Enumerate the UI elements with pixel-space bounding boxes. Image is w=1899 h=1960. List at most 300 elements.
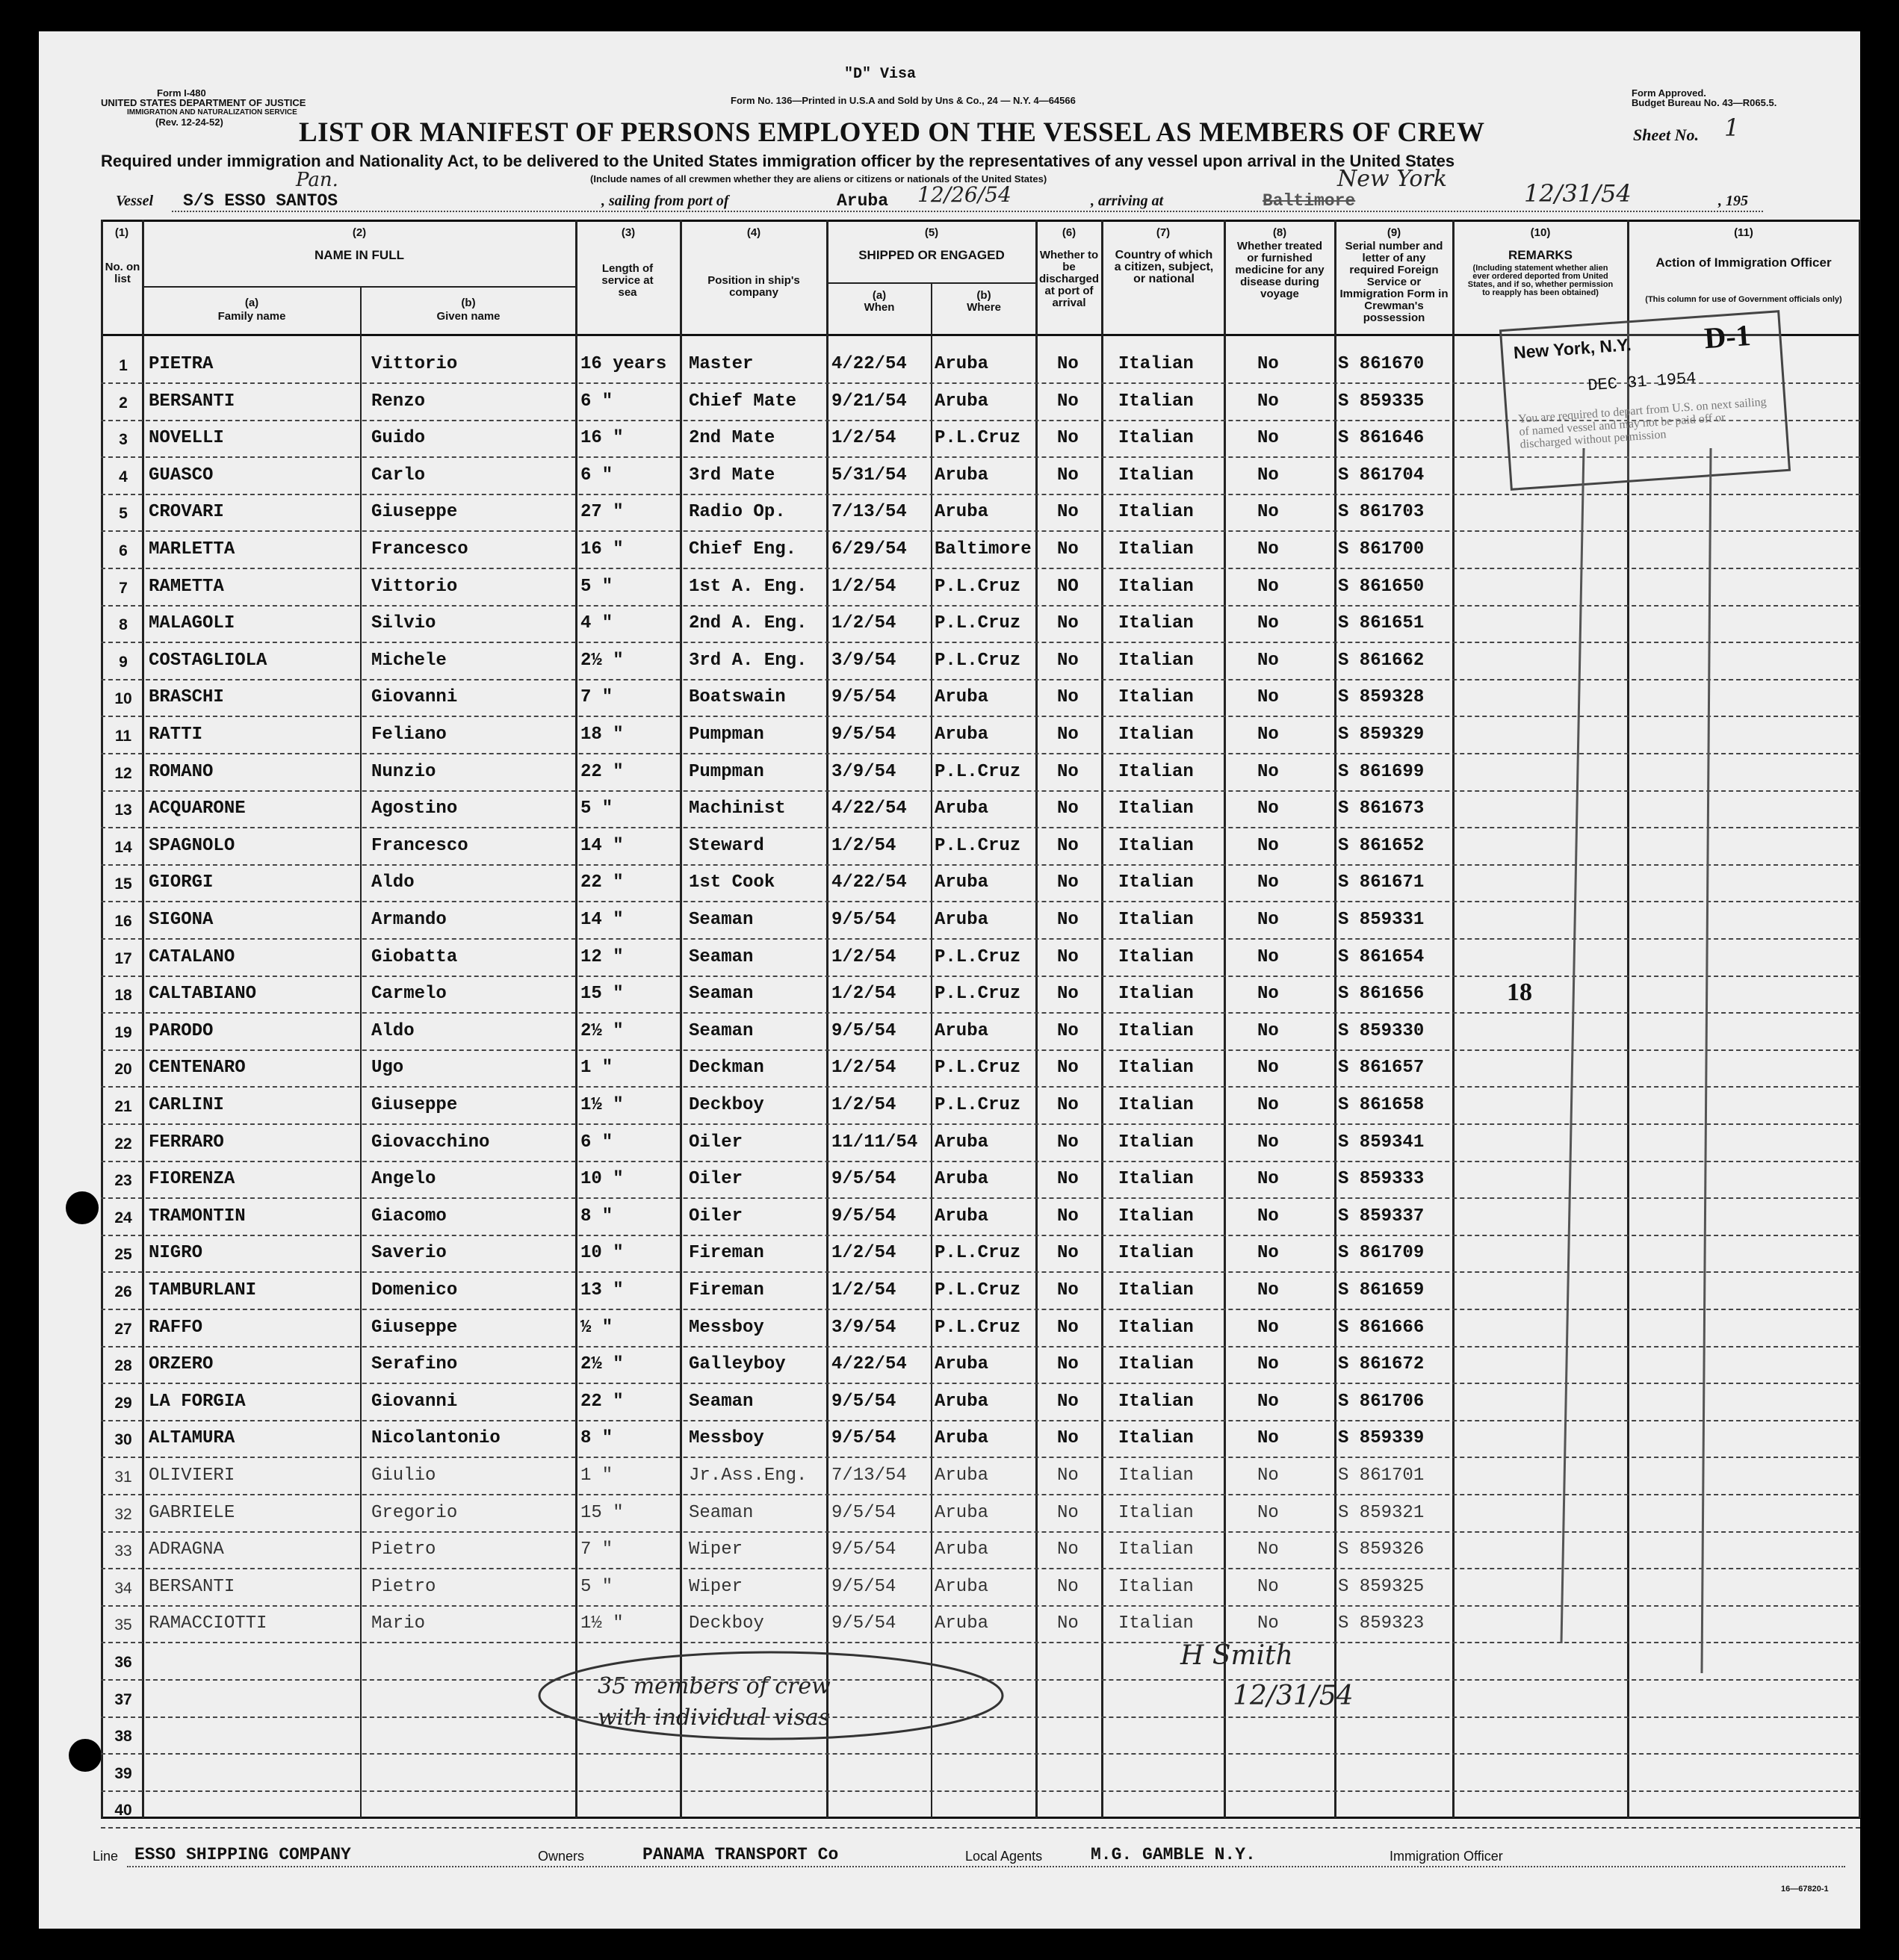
cell-num: 29 (114, 1394, 132, 1412)
cell-where: Aruba (935, 1020, 989, 1041)
cell-given: Nicolantonio (371, 1428, 501, 1449)
cell-serial: S 861656 (1338, 984, 1425, 1005)
cell-family: CROVARI (149, 502, 224, 523)
col-header-11-num: (11) (1734, 226, 1753, 239)
cell-medicine: No (1257, 354, 1279, 374)
cell-position: Seaman (689, 946, 754, 967)
col-header-4: Position in ship's company (707, 274, 800, 299)
cell-medicine: No (1257, 1169, 1279, 1190)
cell-serial: S 859321 (1338, 1502, 1425, 1523)
cell-num: 30 (114, 1431, 132, 1449)
cell-when: 4/22/54 (831, 354, 907, 374)
cell-position: Seaman (689, 984, 754, 1005)
cell-family: ROMANO (149, 761, 214, 782)
cell-medicine: No (1257, 1576, 1279, 1597)
cell-serial: S 861709 (1338, 1243, 1425, 1264)
service: IMMIGRATION AND NATURALIZATION SERVICE (127, 108, 297, 117)
cell-given: Vittorio (371, 354, 458, 374)
cell-country: Italian (1118, 576, 1194, 597)
cell-serial: S 859323 (1338, 1613, 1425, 1634)
cell-given: Angelo (371, 1169, 436, 1190)
cell-position: Machinist (689, 798, 786, 819)
cell-when: 1/2/54 (831, 428, 896, 449)
cell-given: Carlo (371, 465, 426, 486)
col-header-3: Length of service at sea (601, 262, 654, 299)
cell-position: 3rd A. Eng. (689, 650, 808, 671)
cell-medicine: No (1257, 725, 1279, 745)
cell-serial: S 859328 (1338, 687, 1425, 708)
handnote-line-1: 35 members of crew (598, 1673, 831, 1699)
remark-18: 18 (1507, 979, 1532, 1006)
cell-length: 12 " (580, 946, 624, 967)
cell-family: SPAGNOLO (149, 835, 235, 856)
cell-given: Saverio (371, 1243, 447, 1264)
col-header-2b: Given name (436, 310, 501, 323)
col-header-5b-num: (b) (976, 289, 991, 302)
cell-discharged: No (1057, 1169, 1079, 1190)
sailing-label: , sailing from port of (601, 193, 729, 209)
cell-when: 3/9/54 (831, 761, 896, 782)
cell-num: 38 (114, 1728, 132, 1746)
cell-position: Messboy (689, 1428, 764, 1449)
cell-length: 22 " (580, 1391, 624, 1412)
cell-where: Aruba (935, 1391, 989, 1412)
cell-length: ½ " (580, 1317, 613, 1338)
cell-num: 31 (114, 1469, 132, 1486)
cell-family: TRAMONTIN (149, 1206, 246, 1226)
cell-serial: S 861662 (1338, 650, 1425, 671)
cell-when: 1/2/54 (831, 613, 896, 634)
cell-length: 5 " (580, 576, 613, 597)
cell-serial: S 861650 (1338, 576, 1425, 597)
cell-when: 9/21/54 (831, 391, 907, 412)
cell-given: Agostino (371, 798, 458, 819)
cell-when: 9/5/54 (831, 1576, 896, 1597)
cell-length: 15 " (580, 1502, 624, 1523)
cell-position: Fireman (689, 1280, 764, 1300)
cell-length: 16 years (580, 354, 667, 374)
cell-position: Seaman (689, 1502, 754, 1523)
cell-discharged: No (1057, 1058, 1079, 1079)
cell-given: Pietro (371, 1576, 436, 1597)
col-header-8: Whether treated or furnished medicine for any disease during voyage (1235, 240, 1325, 300)
stamp-place: New York, N.Y. (1513, 335, 1632, 363)
col-header-5a-num: (a) (872, 289, 887, 302)
signature: H Smith (1180, 1640, 1293, 1671)
cell-num: 28 (114, 1357, 132, 1375)
cell-given: Giuseppe (371, 1317, 458, 1338)
cell-serial: S 861672 (1338, 1354, 1425, 1375)
cell-length: 15 " (580, 984, 624, 1005)
cell-num: 7 (119, 579, 128, 597)
footer-underline (127, 1866, 1845, 1867)
cell-serial: S 861658 (1338, 1095, 1425, 1115)
cell-discharged: No (1057, 613, 1079, 634)
cell-given: Francesco (371, 539, 468, 559)
col-header-5a: When (864, 301, 895, 314)
arrival-port-handwritten: New York (1337, 166, 1447, 192)
cell-length: 16 " (580, 428, 624, 449)
cell-country: Italian (1118, 798, 1194, 819)
cell-given: Michele (371, 650, 447, 671)
cell-num: 11 (114, 728, 132, 745)
col-header-9: Serial number and letter of any required Foreign Service or Immigration Form in Crewman's possession (1339, 240, 1449, 324)
cell-num: 18 (114, 987, 132, 1005)
cell-discharged: No (1057, 1354, 1079, 1375)
line-value: ESSO SHIPPING COMPANY (134, 1845, 351, 1864)
cell-medicine: No (1257, 1206, 1279, 1226)
cell-given: Guido (371, 428, 426, 449)
cell-discharged: No (1057, 1317, 1079, 1338)
cell-where: Aruba (935, 502, 989, 523)
cell-discharged: No (1057, 1391, 1079, 1412)
col-header-2a-num: (a) (244, 297, 259, 309)
cell-position: Wiper (689, 1576, 743, 1597)
cell-when: 1/2/54 (831, 1280, 896, 1300)
col-header-7: Country of which a citizen, subject, or national (1114, 249, 1214, 285)
cell-where: P.L.Cruz (935, 613, 1021, 634)
cell-position: 3rd Mate (689, 465, 775, 486)
cell-serial: S 861673 (1338, 798, 1425, 819)
cell-discharged: NO (1057, 576, 1079, 597)
cell-family: CATALANO (149, 946, 235, 967)
cell-country: Italian (1118, 613, 1194, 634)
cell-position: Oiler (689, 1169, 743, 1190)
cell-when: 9/5/54 (831, 1502, 896, 1523)
cell-where: Aruba (935, 1502, 989, 1523)
cell-discharged: No (1057, 687, 1079, 708)
cell-serial: S 861671 (1338, 872, 1425, 893)
cell-given: Carmelo (371, 984, 447, 1005)
cell-given: Aldo (371, 1020, 415, 1041)
cell-discharged: No (1057, 354, 1079, 374)
cell-medicine: No (1257, 391, 1279, 412)
cell-when: 7/13/54 (831, 502, 907, 523)
col-header-3-num: (3) (621, 226, 636, 239)
cell-family: MARLETTA (149, 539, 235, 559)
cell-country: Italian (1118, 354, 1194, 374)
cell-num: 2 (119, 394, 128, 412)
cell-where: Aruba (935, 1613, 989, 1634)
cell-position: Oiler (689, 1132, 743, 1153)
cell-country: Italian (1118, 872, 1194, 893)
cell-num: 37 (114, 1690, 132, 1708)
cell-where: Aruba (935, 798, 989, 819)
cell-country: Italian (1118, 1391, 1194, 1412)
cell-medicine: No (1257, 798, 1279, 819)
subtitle: Required under immigration and Nationality Act, to be delivered to the United States immigration officer by the representatives of any vessel upon arrival in the United States (101, 152, 1455, 170)
cell-when: 11/11/54 (831, 1132, 918, 1153)
cell-discharged: No (1057, 1020, 1079, 1041)
cell-num: 32 (114, 1505, 132, 1523)
cell-serial: S 861699 (1338, 761, 1425, 782)
cell-discharged: No (1057, 761, 1079, 782)
cell-medicine: No (1257, 872, 1279, 893)
col-header-1: No. on list (105, 261, 140, 285)
cell-discharged: No (1057, 391, 1079, 412)
cell-serial: S 861706 (1338, 1391, 1425, 1412)
cell-num: 15 (114, 875, 132, 893)
cell-discharged: No (1057, 1428, 1079, 1449)
cell-family: ACQUARONE (149, 798, 246, 819)
cell-where: Aruba (935, 354, 989, 374)
department: UNITED STATES DEPARTMENT OF JUSTICE (101, 97, 306, 108)
cell-length: 14 " (580, 910, 624, 930)
cell-position: Fireman (689, 1243, 764, 1264)
cell-medicine: No (1257, 576, 1279, 597)
cell-length: 7 " (580, 687, 613, 708)
cell-discharged: No (1057, 465, 1079, 486)
cell-medicine: No (1257, 1391, 1279, 1412)
cell-when: 9/5/54 (831, 1391, 896, 1412)
cell-length: 4 " (580, 613, 613, 634)
cell-country: Italian (1118, 1280, 1194, 1300)
cell-where: Aruba (935, 391, 989, 412)
arriving-label: , arriving at (1091, 193, 1164, 209)
cell-length: 2½ " (580, 1354, 624, 1375)
cell-given: Francesco (371, 835, 468, 856)
cell-family: ADRAGNA (149, 1539, 224, 1560)
cell-when: 9/5/54 (831, 1169, 896, 1190)
cell-position: Deckboy (689, 1095, 764, 1115)
cell-num: 34 (114, 1579, 132, 1597)
vessel-label: Vessel (116, 193, 153, 209)
budget-number: Budget Bureau No. 43—R065.5. (1632, 97, 1777, 108)
cell-num: 8 (119, 616, 128, 634)
cell-where: Aruba (935, 872, 989, 893)
cell-given: Renzo (371, 391, 426, 412)
cell-family: OLIVIERI (149, 1466, 235, 1486)
cell-length: 8 " (580, 1206, 613, 1226)
cell-serial: S 861701 (1338, 1466, 1425, 1486)
cell-when: 4/22/54 (831, 798, 907, 819)
cell-num: 23 (114, 1172, 132, 1190)
cell-where: P.L.Cruz (935, 1280, 1021, 1300)
cell-where: Aruba (935, 1428, 989, 1449)
cell-position: Pumpman (689, 761, 764, 782)
cell-length: 22 " (580, 872, 624, 893)
cell-country: Italian (1118, 428, 1194, 449)
cell-given: Giovanni (371, 1391, 458, 1412)
cell-num: 4 (119, 468, 128, 486)
cell-country: Italian (1118, 946, 1194, 967)
cell-serial: S 859329 (1338, 725, 1425, 745)
cell-when: 4/22/54 (831, 1354, 907, 1375)
cell-num: 39 (114, 1764, 132, 1782)
cell-num: 12 (114, 764, 132, 782)
cell-discharged: No (1057, 539, 1079, 559)
cell-num: 17 (114, 949, 132, 967)
printer-line: Form No. 136—Printed in U.S.A and Sold by Uns & Co., 24 — N.Y. 4—64566 (731, 95, 1076, 106)
cell-where: P.L.Cruz (935, 1095, 1021, 1115)
cell-length: 2½ " (580, 650, 624, 671)
cell-where: Aruba (935, 1466, 989, 1486)
cell-position: Galleyboy (689, 1354, 786, 1375)
cell-medicine: No (1257, 1243, 1279, 1264)
cell-position: Chief Mate (689, 391, 797, 412)
cell-country: Italian (1118, 1354, 1194, 1375)
cell-position: Chief Eng. (689, 539, 797, 559)
officer-label: Immigration Officer (1390, 1849, 1503, 1864)
cell-when: 4/22/54 (831, 872, 907, 893)
cell-position: 2nd Mate (689, 428, 775, 449)
cell-country: Italian (1118, 1243, 1194, 1264)
cell-where: Aruba (935, 910, 989, 930)
cell-length: 10 " (580, 1169, 624, 1190)
cell-country: Italian (1118, 1502, 1194, 1523)
cell-family: TAMBURLANI (149, 1280, 257, 1300)
col-header-9-num: (9) (1387, 226, 1401, 239)
cell-length: 27 " (580, 502, 624, 523)
cell-serial: S 861666 (1338, 1317, 1425, 1338)
cell-position: Seaman (689, 1391, 754, 1412)
cell-country: Italian (1118, 502, 1194, 523)
col-header-5: SHIPPED OR ENGAGED (858, 248, 1005, 262)
cell-position: 2nd A. Eng. (689, 613, 808, 634)
agents-value: M.G. GAMBLE N.Y. (1091, 1845, 1256, 1864)
cell-num: 1 (119, 357, 128, 374)
cell-length: 6 " (580, 391, 613, 412)
cell-length: 1 " (580, 1058, 613, 1079)
cell-country: Italian (1118, 687, 1194, 708)
cell-family: RATTI (149, 725, 203, 745)
cell-when: 1/2/54 (831, 1058, 896, 1079)
cell-when: 3/9/54 (831, 1317, 896, 1338)
cell-medicine: No (1257, 984, 1279, 1005)
cell-serial: S 861652 (1338, 835, 1425, 856)
page-title: LIST OR MANIFEST OF PERSONS EMPLOYED ON THE VESSEL AS MEMBERS OF CREW (299, 117, 1485, 148)
cell-when: 9/5/54 (831, 725, 896, 745)
cell-country: Italian (1118, 1613, 1194, 1634)
cell-when: 9/5/54 (831, 1428, 896, 1449)
cell-given: Pietro (371, 1539, 436, 1560)
cell-given: Aldo (371, 872, 415, 893)
cell-where: Baltimore (935, 539, 1032, 559)
cell-where: P.L.Cruz (935, 576, 1021, 597)
cell-family: RAMACCIOTTI (149, 1613, 267, 1634)
stamp-date: DEC 31 1954 (1587, 369, 1697, 396)
stamp-text: You are required to depart from U.S. on next sailing of named vessel and may not be paid off or discharged without permission (1517, 395, 1768, 451)
col-header-5-num: (5) (924, 226, 939, 239)
col-header-6: Whether to be discharged at port of arrival (1038, 249, 1100, 309)
cell-medicine: No (1257, 428, 1279, 449)
cell-when: 9/5/54 (831, 1020, 896, 1041)
cell-serial: S 861704 (1338, 465, 1425, 486)
owners-label: Owners (538, 1849, 585, 1864)
cell-when: 1/2/54 (831, 835, 896, 856)
cell-where: Aruba (935, 1132, 989, 1153)
handnote-line-2: with individual visas (598, 1705, 831, 1731)
cell-num: 3 (119, 431, 128, 449)
cell-discharged: No (1057, 502, 1079, 523)
cell-serial: S 861700 (1338, 539, 1425, 559)
cell-country: Italian (1118, 910, 1194, 930)
cell-family: NIGRO (149, 1243, 203, 1264)
cell-position: Oiler (689, 1206, 743, 1226)
cell-serial: S 861657 (1338, 1058, 1425, 1079)
cell-length: 7 " (580, 1539, 613, 1560)
cell-serial: S 859326 (1338, 1539, 1425, 1560)
cell-num: 40 (114, 1802, 132, 1820)
cell-country: Italian (1118, 1132, 1194, 1153)
cell-family: CARLINI (149, 1095, 224, 1115)
cell-length: 5 " (580, 1576, 613, 1597)
cell-serial: S 859341 (1338, 1132, 1425, 1153)
cell-given: Giobatta (371, 946, 458, 967)
cell-medicine: No (1257, 687, 1279, 708)
cell-medicine: No (1257, 613, 1279, 634)
cell-medicine: No (1257, 1317, 1279, 1338)
vessel-flag-handwritten: Pan. (296, 169, 338, 191)
cell-medicine: No (1257, 1613, 1279, 1634)
cell-given: Giovanni (371, 687, 458, 708)
cell-country: Italian (1118, 761, 1194, 782)
col-header-6-num: (6) (1062, 226, 1076, 239)
cell-medicine: No (1257, 946, 1279, 967)
cell-where: Aruba (935, 1169, 989, 1190)
cell-discharged: No (1057, 910, 1079, 930)
cell-discharged: No (1057, 798, 1079, 819)
cell-where: P.L.Cruz (935, 650, 1021, 671)
cell-length: 1½ " (580, 1095, 624, 1115)
cell-num: 27 (114, 1320, 132, 1338)
cell-where: P.L.Cruz (935, 761, 1021, 782)
cell-family: MALAGOLI (149, 613, 235, 634)
cell-length: 16 " (580, 539, 624, 559)
cell-serial: S 859337 (1338, 1206, 1425, 1226)
cell-length: 14 " (580, 835, 624, 856)
cell-where: Aruba (935, 1539, 989, 1560)
col-header-2: NAME IN FULL (315, 248, 404, 262)
col-header-10-num: (10) (1530, 226, 1551, 239)
year-label: , 195 (1718, 193, 1748, 209)
cell-given: Armando (371, 910, 447, 930)
cell-serial: S 861703 (1338, 502, 1425, 523)
cell-medicine: No (1257, 1132, 1279, 1153)
cell-medicine: No (1257, 1095, 1279, 1115)
cell-position: 1st A. Eng. (689, 576, 808, 597)
cell-discharged: No (1057, 872, 1079, 893)
cell-discharged: No (1057, 1206, 1079, 1226)
cell-position: Pumpman (689, 725, 764, 745)
cell-given: Giuseppe (371, 502, 458, 523)
col-header-7-num: (7) (1156, 226, 1171, 239)
form-code: 16—67820-1 (1781, 1885, 1829, 1894)
cell-discharged: No (1057, 1613, 1079, 1634)
cell-country: Italian (1118, 1576, 1194, 1597)
cell-when: 1/2/54 (831, 1095, 896, 1115)
cell-position: Deckman (689, 1058, 764, 1079)
cell-discharged: No (1057, 1243, 1079, 1264)
cell-where: Aruba (935, 687, 989, 708)
cell-medicine: No (1257, 502, 1279, 523)
cell-family: CALTABIANO (149, 984, 257, 1005)
cell-country: Italian (1118, 391, 1194, 412)
cell-length: 18 " (580, 725, 624, 745)
cell-medicine: No (1257, 1502, 1279, 1523)
cell-where: P.L.Cruz (935, 835, 1021, 856)
cell-serial: S 859331 (1338, 910, 1425, 930)
cell-family: GUASCO (149, 465, 214, 486)
cell-family: BERSANTI (149, 1576, 235, 1597)
cell-given: Nunzio (371, 761, 436, 782)
cell-family: BERSANTI (149, 391, 235, 412)
col-header-10: REMARKS (1508, 248, 1573, 262)
cell-serial: S 859325 (1338, 1576, 1425, 1597)
form-number: Form I-480 (157, 87, 206, 99)
cell-country: Italian (1118, 1020, 1194, 1041)
cell-num: 25 (114, 1246, 132, 1264)
